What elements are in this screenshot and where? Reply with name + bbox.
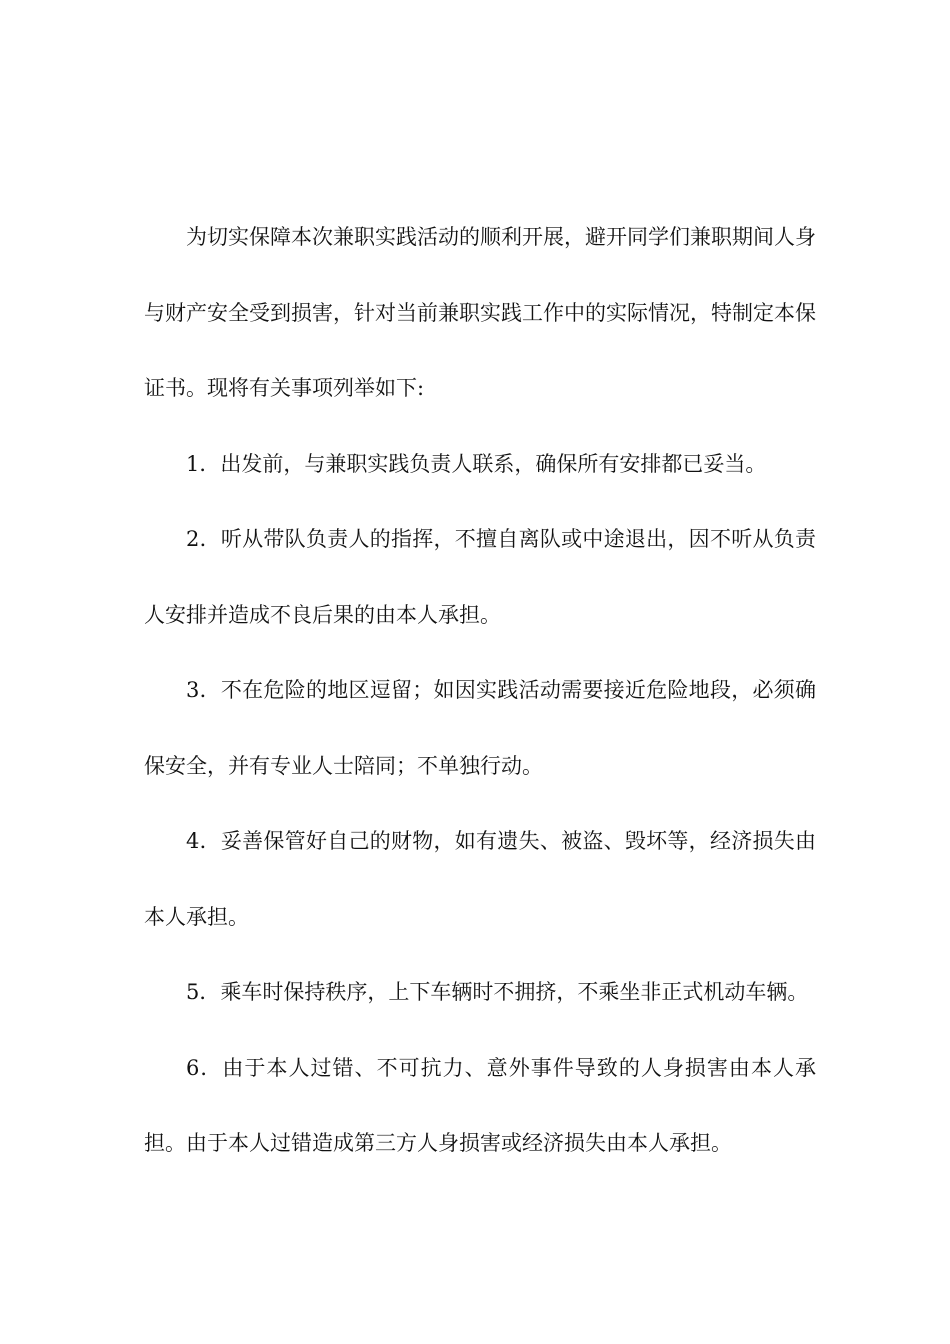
item-2-paragraph: 2．听从带队负责人的指挥，不擅自离队或中途退出，因不听从负责人安排并造成不良后果的由本人承担。	[144, 527, 816, 627]
item-4-paragraph: 4．妥善保管好自己的财物，如有遗失、被盗、毁坏等，经济损失由本人承担。	[144, 829, 816, 929]
intro-paragraph: 为切实保障本次兼职实践活动的顺利开展，避开同学们兼职期间人身与财产安全受到损害，针对当前兼职实践工作中的实际情况，特制定本保证书。现将有关事项列举如下:	[144, 225, 816, 400]
item-5-paragraph: 5．乘车时保持秩序，上下车辆时不拥挤，不乘坐非正式机动车辆。	[186, 980, 809, 1004]
item-1-paragraph: 1．出发前，与兼职实践负责人联系，确保所有安排都已妥当。	[186, 451, 767, 476]
document-body	[144, 200, 816, 1182]
item-6-paragraph: 6．由于本人过错、不可抗力、意外事件导致的人身损害由本人承担。由于本人过错造成第三方人身损害或经济损失由本人承担。	[144, 1055, 816, 1155]
item-3-paragraph: 3．不在危险的地区逗留；如因实践活动需要接近危险地段，必须确保安全，并有专业人士陪同；不单独行动。	[144, 678, 816, 778]
